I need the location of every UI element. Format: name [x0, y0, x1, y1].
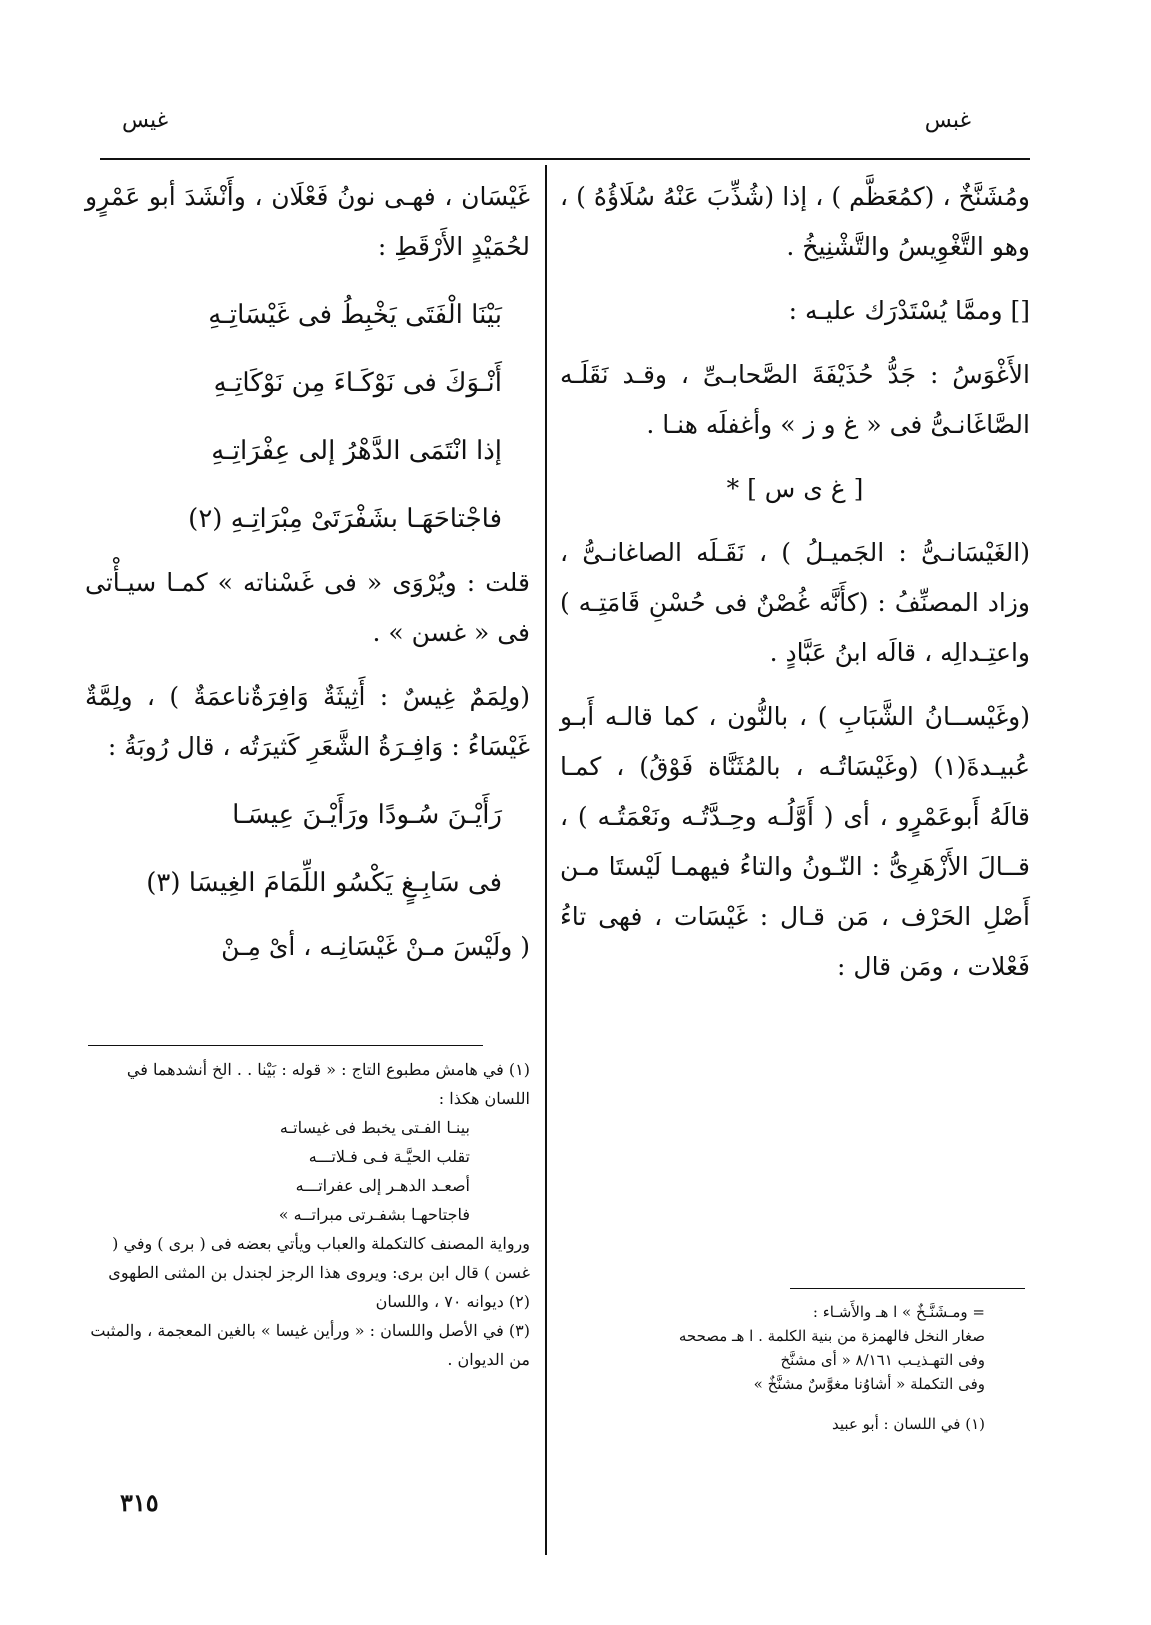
footnotes-left: [85, 1055, 530, 1374]
running-header-right: غبس: [924, 108, 971, 133]
header-rule: [100, 158, 1030, 160]
verse-line: فاجْتاحَهَـا بشَفْرَتَىْ مِبْرَاتِـهِ (٢): [188, 504, 502, 534]
running-header-left: غيس: [122, 108, 169, 133]
footnote-2: (٢) ديوانه ٧٠ ، واللسان: [375, 1292, 530, 1311]
paragraph: الأَغْوَسُ : جَدُّ حُذَيْفَةَ الصَّحابـىِّ ، وقـد نَقَلَـه الصَّاغَانـىُّ فى « غ و ز » وأغفلَه هنـا .: [560, 360, 1030, 439]
verse-line: فى سَابِـغٍ يَكْسُو اللِّمَامَ الغِيسَا (٣): [146, 868, 502, 898]
verse-line: إذا انْتَمَى الدَّهْرُ إلى عِفْرَاتِـهِ: [211, 436, 502, 466]
paragraph: ومُشَنَّخٌ ، (كمُعَظَّم ) ، إذا (شُذِّبَ عَنْهُ سُلَاؤُهُ ) ، وهو التَّغْوِيسُ والتَّشْنِيخُ .: [560, 182, 1030, 261]
footnote-verse: بينـا الفـتى يخبط فى غيساتـه: [279, 1118, 470, 1137]
paragraph: (الغَيْسَانـىُّ : الجَميـلُ ) ، نَقَـلَه الصاغانـىُّ ، وزاد المصنِّفُ : (كأَنَّه غُصْنٌ فى حُسْنِ قَامَتِـه ) واعتِـدالِه ، قالَه ابنُ عَبَّادٍ .: [560, 538, 1030, 667]
verse-line: بَيْنَا الْفَتَى يَخْبِطُ فى غَيْسَاتِـهِ: [208, 300, 502, 330]
footnote-line: وفى التهـذيـب ٨/١٦١ « أى مشنَّخ: [780, 1351, 985, 1369]
footnote-line: ورواية المصنف كالتكملة والعباب ويأتي بعضه فى ( برى ) وفي ( غسن ) قال ابن برى: ويروى هذا الرجز لجندل بن المثنى الطهوى: [108, 1234, 530, 1282]
footnote-1: (١) في اللسان : أبو عبيد: [832, 1415, 985, 1433]
footnote-line: صغار النخل فالهمزة من بنية الكلمة . ا هـ مصححه: [678, 1327, 985, 1345]
footnote-rule: [88, 1045, 483, 1046]
footnote-verse: تقلب الحيَّـة فـى فـلاتـــه: [308, 1147, 470, 1166]
verse-line: رَأَيْـنَ سُـودًا ورَأَيْـنَ عِيسَـا: [232, 800, 502, 830]
paragraph: غَيْسَان ، فهـى نونُ فَعْلَان ، وأَنْشَدَ أبو عَمْرٍو لحُمَيْدٍ الأَرْقَطِ :: [85, 182, 530, 261]
column-divider: [545, 165, 547, 1555]
paragraph: (وغَيْســانُ الشَّبَابِ ) ، بالنُّون ، كما قالـه أَبـو عُبيـدةَ(١) (وغَيْسَاتُـه ، بالمُثَنَّاة فَوْقُ) ، كمـا قالَهُ أَبوعَمْرٍو ، أى ( أَوَّلُـه وحِـدَّتُـه ونَعْمَتُـه ) ، قــالَ الأَزْهَرِىُّ : النّـونُ والتاءُ فيهمـا لَيْستَا مـن أَصْلِ الحَرْف ، مَن قـال : غَيْسَات ، فهى تاءُ فَعْلات ، ومَن قال :: [560, 702, 1030, 981]
footnote-rule: [790, 1288, 1025, 1289]
paragraph: قلت : ويُرْوَى « فى غَسْناته » كمـا سيـأْتى فى « غسن » .: [85, 568, 530, 647]
paragraph: [] وممَّا يُسْتَدْرَك عليـه :: [788, 296, 1030, 325]
footnote-line: وفى التكملة « أشاوُنا مغوَّسٌ مشنَّخٌ »: [753, 1375, 985, 1393]
verse-block: [85, 286, 530, 548]
footnote-line: = ومـشَنَّـخٌ » ا هـ والأَشـاء :: [812, 1303, 985, 1321]
footnote-verse: فاجتاحهـا بشفـرتى مبراتــه »: [278, 1205, 470, 1224]
right-column: [560, 172, 1030, 1006]
paragraph: ( ولَيْسَ مـنْ غَيْسَانِـه ، أىْ مِـنْ: [221, 932, 530, 961]
entry-heading: [ غ ى س ] *: [726, 474, 864, 503]
page-number: ٣١٥: [120, 1488, 159, 1517]
left-column: [85, 172, 530, 986]
footnote-verse: أصعـد الدهـر إلى عفراتـــه: [295, 1176, 470, 1195]
verse-block: [85, 786, 530, 912]
verse-line: أَنْـوَكَ فى نَوْكَـاءَ مِن نَوْكَاتِـهِ: [213, 368, 502, 398]
paragraph: (ولِمَمٌ غِيسٌ : أَثِيثَةٌ وَافِرَةٌناعمَةٌ ) ، ولِمَّةٌ غَيْسَاءُ : وَافِـرَةُ الشَّعَرِ كَثيرَتُه ، قال رُوبَةُ :: [85, 682, 530, 761]
footnotes-right: [565, 1300, 985, 1436]
footnote-line: (١) في هامش مطبوع التاج : « قوله : بَيْنا . . الخ أنشدهما في اللسان هكذا :: [126, 1060, 530, 1108]
footnote-3: (٣) في الأصل واللسان : « ورأين غيسا » بالغين المعجمة ، والمثبت من الديوان .: [90, 1321, 530, 1369]
